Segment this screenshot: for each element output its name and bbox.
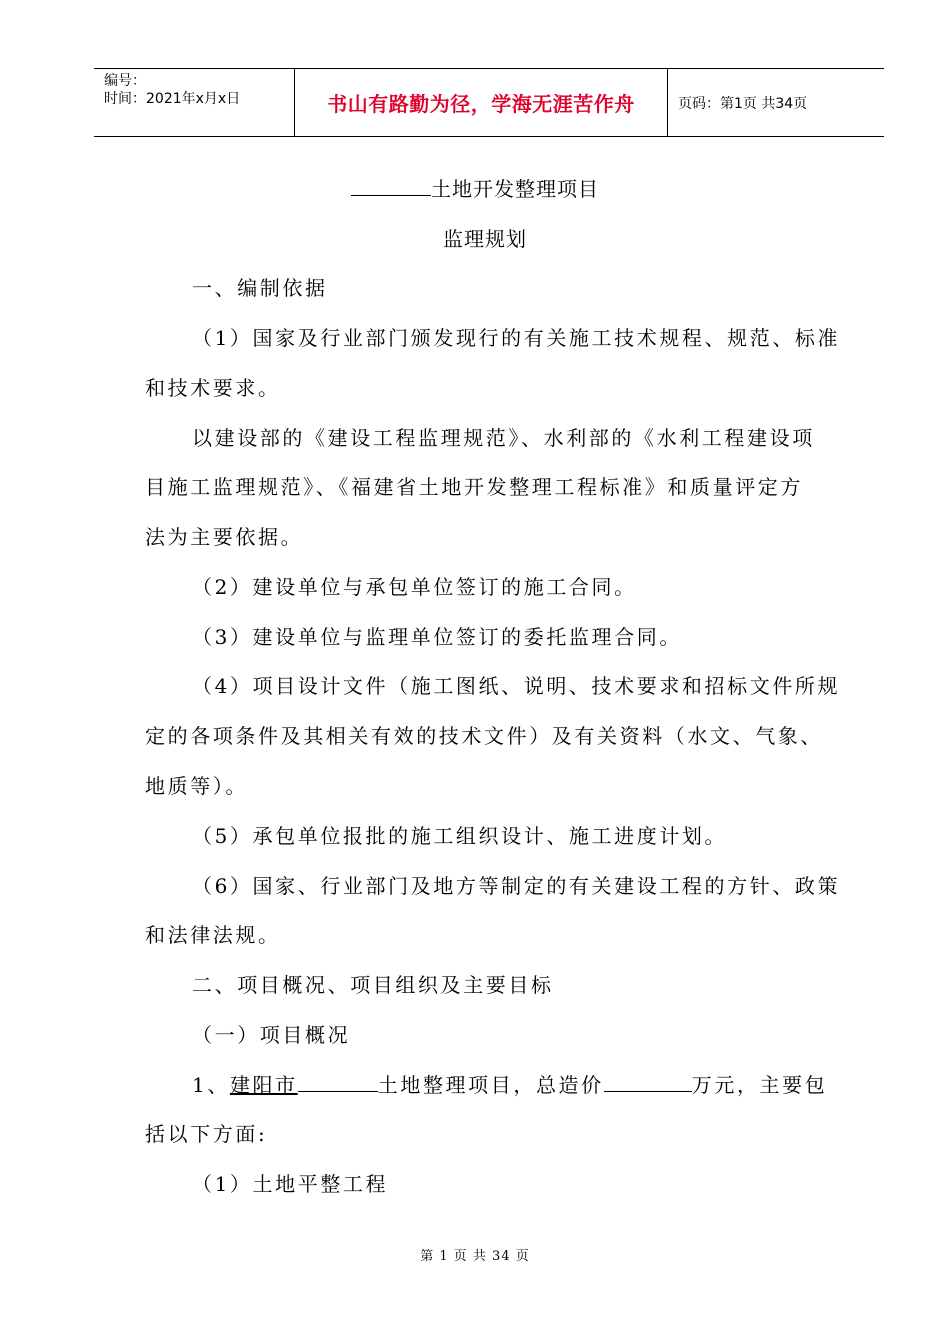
para-1-line-2: 和技术要求。 (145, 376, 281, 400)
para-8-prefix: 1、 (192, 1073, 230, 1097)
para-9: （1）土地平整工程 (192, 1172, 389, 1196)
page-info-text: 页码：第1页 共34页 (678, 95, 808, 112)
para-2-line-1: 以建设部的《建设工程监理规范》、水利部的《水利工程建设项 (192, 426, 815, 450)
para-2-line-2: 目施工监理规范》、《福建省土地开发整理工程标准》和质量评定方 (145, 475, 803, 499)
para-7-line-1: （6）国家、行业部门及地方等制定的有关建设工程的方针、政策 (192, 874, 841, 898)
page-footer: 第 1 页 共 34 页 (420, 1249, 530, 1264)
document-subtitle: 监理规划 (443, 227, 527, 251)
section-heading-1: 一、编制依据 (192, 276, 328, 300)
para-3: （2）建设单位与承包单位签订的施工合同。 (192, 575, 637, 599)
para-5-line-3: 地质等）。 (145, 774, 248, 798)
subsection-heading-1: （一）项目概况 (192, 1023, 351, 1047)
serial-label: 编号： (104, 73, 146, 89)
header-meta (94, 69, 295, 136)
header-page-info (668, 69, 884, 136)
para-6: （5）承包单位报批的施工组织设计、施工进度计划。 (192, 824, 728, 848)
para-8-end: 万元，主要包 (691, 1073, 828, 1097)
city-name: 建阳市 (229, 1073, 298, 1097)
time-label: 时间：2021年x月x日 (104, 91, 241, 107)
title-blank (351, 194, 431, 196)
para-8-line-2: 括以下方面: (145, 1122, 268, 1146)
para-4: （3）建设单位与监理单位签订的委托监理合同。 (192, 625, 682, 649)
document-title (0, 173, 950, 202)
para-8-mid: 土地整理项目，总造价 (377, 1073, 604, 1097)
para-2-line-3: 法为主要依据。 (145, 525, 304, 549)
para-5-line-1: （4）项目设计文件（施工图纸、说明、技术要求和招标文件所规 (192, 674, 841, 698)
para-7-line-2: 和法律法规。 (145, 923, 281, 947)
para-1-line-1: （1）国家及行业部门颁发现行的有关施工技术规程、规范、标准 (192, 326, 841, 350)
title-text: 土地开发整理项目 (431, 177, 599, 201)
para-5-line-2: 定的各项条件及其相关有效的技术文件）及有关资料（水文、气象、 (145, 724, 823, 748)
para-8-line-1 (192, 1069, 892, 1098)
header-motto-cell (295, 69, 668, 136)
header-motto: 书山有路勤为径，学海无涯苦作舟 (327, 92, 635, 116)
cost-blank (604, 1090, 692, 1092)
city-blank (298, 1090, 378, 1092)
document-header (94, 68, 884, 137)
section-heading-2: 二、项目概况、项目组织及主要目标 (192, 973, 554, 997)
